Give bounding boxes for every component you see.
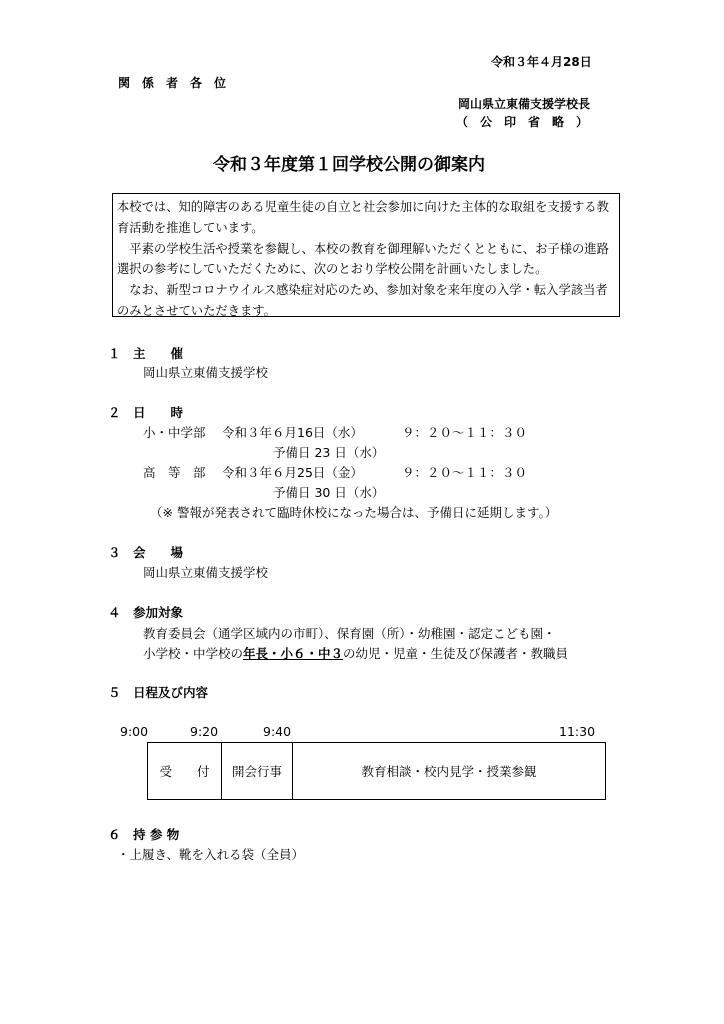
section-venue-body: 岡山県立東備支援学校 [143, 565, 269, 580]
schedule-time-end: 11:30 [559, 724, 596, 739]
schedule-time-main: 9:40 [263, 724, 292, 739]
section-items-heading: ６ 持 参 物 [108, 827, 180, 842]
high-school-label: 高 等 部 [143, 465, 206, 480]
sender-name: 岡山県立東備支援学校長 [458, 97, 591, 111]
schedule-table [147, 742, 606, 800]
high-school-date: 令和３年６月25日（金） [222, 465, 363, 480]
intro-paragraph-3: なお、新型コロナウイルス感染症対応のため、参加対象を来年度の入学・転入学該当者のみとさせていただきます。 [117, 283, 608, 318]
warning-note: （※ 警報が発表されて臨時休校になった場合は、予備日に延期します。） [150, 505, 558, 520]
intro-paragraph-1: 本校では、知的障害のある児童生徒の自立と社会参加に向けた主体的な取組を支援する教育活動を推進しています。 [117, 200, 609, 235]
schedule-time-start: 9:00 [120, 724, 149, 739]
elementary-date: 令和３年６月16日（水） [222, 425, 363, 440]
schedule-cell-reception: 受 付 [159, 764, 210, 779]
elementary-reserve-date: 予備日 23 日（水） [273, 445, 385, 460]
elementary-time: ９：２０～１１：３０ [402, 425, 528, 440]
section-host-heading: １ 主 催 [108, 346, 184, 361]
document-date: 令和３年４月28日 [491, 55, 592, 69]
section-host-body: 岡山県立東備支援学校 [143, 365, 269, 380]
section-target-heading: ４ 参加対象 [108, 605, 184, 620]
intro-paragraph-2: 平素の学校生活や授業を参観し、本校の教育を御理解いただくとともに、お子様の進路選択の参考にしていただくために、次のとおり学校公開を計画いたしました。 [117, 241, 609, 277]
section-items-body: ・上履き、靴を入れる袋（全員） [117, 847, 305, 862]
target-grades-emphasis: 年長・小６・中３ [243, 646, 344, 661]
target-line-2-suffix: の幼児・児童・生徒及び保護者・教職員 [343, 646, 569, 661]
schedule-time-opening: 9:20 [190, 724, 219, 739]
high-school-reserve-date: 予備日 30 日（水） [273, 485, 385, 500]
high-school-time: ９：２０～１１：３０ [402, 465, 528, 480]
section-venue-heading: ３ 会 場 [108, 545, 184, 560]
elementary-label: 小・中学部 [143, 425, 206, 440]
schedule-cell-main-activities: 教育相談・校内見学・授業参観 [292, 743, 605, 799]
seal-omitted-note: （ 公 印 省 略 ） [456, 115, 589, 129]
section-schedule-heading: ５ 日程及び内容 [108, 685, 209, 700]
target-line-2-prefix: 小学校・中学校の [143, 646, 244, 661]
section-datetime-heading: ２ 日 時 [108, 405, 184, 420]
page-title: 令和３年度第１回学校公開の御案内 [213, 155, 485, 175]
target-line-2 [143, 644, 568, 662]
addressee: 関 係 者 各 位 [118, 76, 227, 90]
target-line-1: 教育委員会（通学区域内の市町）、保育園（所）・幼稚園・認定こども園・ [143, 626, 556, 641]
schedule-cell-opening: 開会行事 [221, 743, 292, 799]
intro-box [112, 193, 620, 317]
